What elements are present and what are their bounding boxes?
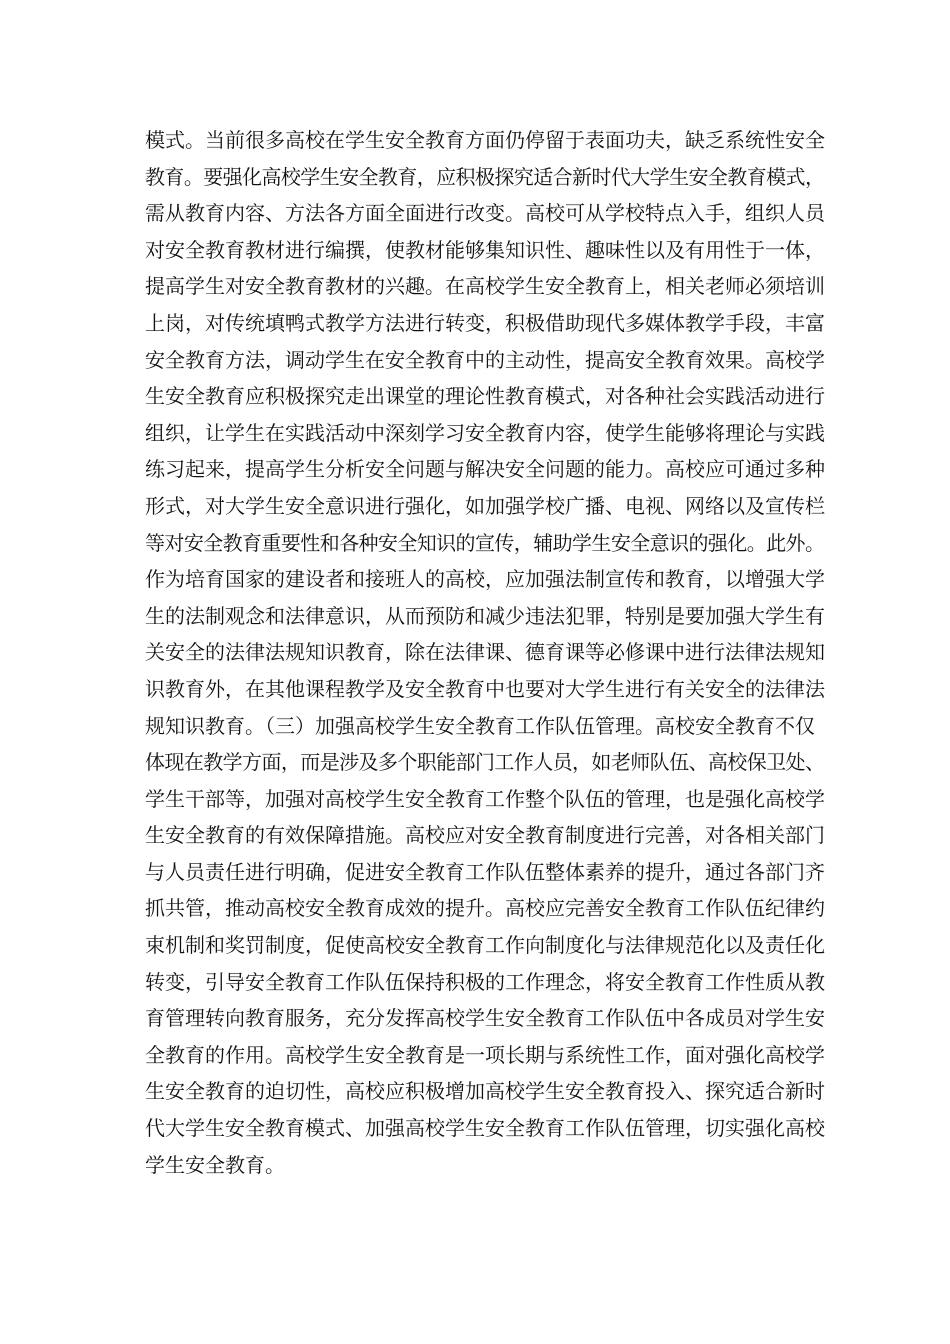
text-line: 模式。当前很多高校在学生安全教育方面仍停留于表面功夫，缺乏系统性安全	[145, 128, 825, 152]
text-line: 学生干部等，加强对高校学生安全教育工作整个队伍的管理，也是强化高校学	[145, 786, 825, 811]
text-line: 对安全教育教材进行编撰，使教材能够集知识性、趣味性以及有用性于一体，	[145, 237, 825, 262]
text-line: 提高学生对安全教育教材的兴趣。在高校学生安全教育上，相关老师必须培训	[145, 274, 825, 299]
text-line: 组织，让学生在实践活动中深刻学习安全教育内容，使学生能够将理论与实践	[145, 420, 825, 445]
text-line: 生的法制观念和法律意识，从而预防和减少违法犯罪，特别是要加强大学生有	[145, 603, 825, 628]
text-line: 作为培育国家的建设者和接班人的高校，应加强法制宣传和教育，以增强大学	[145, 567, 825, 592]
text-line: 规知识教育。（三）加强高校学生安全教育工作队伍管理。高校安全教育不仅	[145, 713, 815, 738]
text-line: 体现在教学方面，而是涉及多个职能部门工作人员，如老师队伍、高校保卫处、	[145, 750, 825, 775]
text-line: 识教育外，在其他课程教学及安全教育中也要对大学生进行有关安全的法律法	[145, 676, 825, 701]
text-line: 育管理转向教育服务，充分发挥高校学生安全教育工作队伍中各成员对学生安	[145, 1006, 825, 1031]
text-line: 练习起来，提高学生分析安全问题与解决安全问题的能力。高校应可通过多种	[145, 457, 825, 482]
text-line: 与人员责任进行明确，促进安全教育工作队伍整体素养的提升，通过各部门齐	[145, 859, 825, 884]
text-line: 转变，引导安全教育工作队伍保持积极的工作理念，将安全教育工作性质从教	[145, 969, 825, 994]
text-line: 学生安全教育。	[145, 1152, 285, 1177]
text-line: 需从教育内容、方法各方面全面进行改变。高校可从学校特点入手，组织人员	[145, 201, 825, 226]
text-line: 抓共管，推动高校安全教育成效的提升。高校应完善安全教育工作队伍纪律约	[145, 896, 825, 921]
text-line: 生安全教育应积极探究走出课堂的理论性教育模式，对各种社会实践活动进行	[145, 384, 825, 409]
text-line: 安全教育方法，调动学生在安全教育中的主动性，提高安全教育效果。高校学	[145, 347, 825, 372]
text-line: 生安全教育的有效保障措施。高校应对安全教育制度进行完善，对各相关部门	[145, 823, 825, 848]
text-line: 教育。要强化高校学生安全教育，应积极探究适合新时代大学生安全教育模式，	[145, 164, 825, 189]
body-text	[145, 122, 825, 1183]
text-line: 束机制和奖罚制度，促使高校安全教育工作向制度化与法律规范化以及责任化	[145, 933, 825, 958]
text-line: 关安全的法律法规知识教育，除在法律课、德育课等必修课中进行法律法规知	[145, 640, 825, 665]
text-line: 上岗，对传统填鸭式教学方法进行转变，积极借助现代多媒体教学手段，丰富	[145, 310, 825, 335]
text-line: 全教育的作用。高校学生安全教育是一项长期与系统性工作，面对强化高校学	[145, 1042, 825, 1067]
text-line: 生安全教育的迫切性，高校应积极增加高校学生安全教育投入、探究适合新时	[145, 1079, 825, 1104]
text-line: 等对安全教育重要性和各种安全知识的宣传，辅助学生安全意识的强化。此外。	[145, 530, 825, 555]
text-line: 代大学生安全教育模式、加强高校学生安全教育工作队伍管理，切实强化高校	[145, 1116, 825, 1141]
text-line: 形式，对大学生安全意识进行强化，如加强学校广播、电视、网络以及宣传栏	[145, 493, 825, 518]
